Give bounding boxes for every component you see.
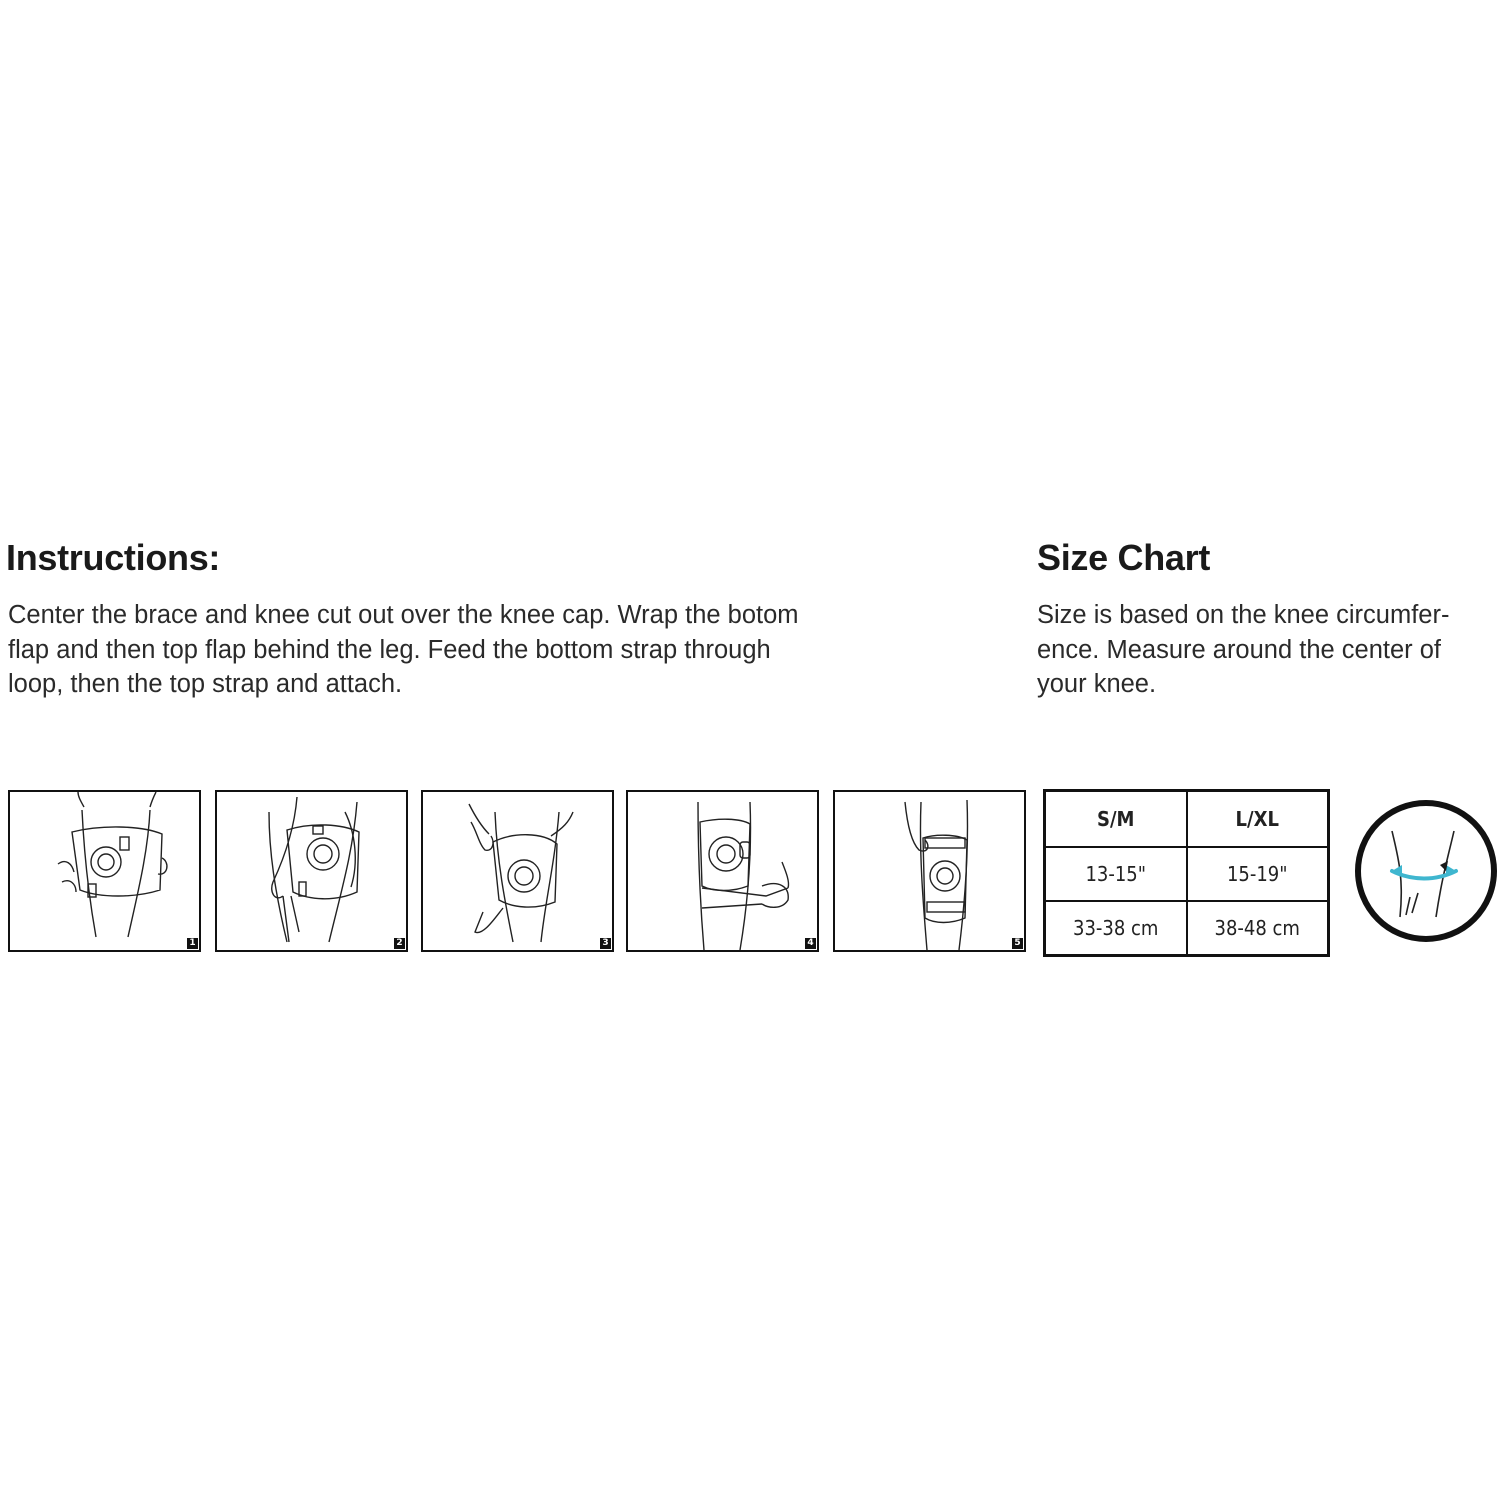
step-number: 1 <box>187 938 198 949</box>
step-number: 4 <box>805 938 816 949</box>
step-number: 2 <box>394 938 405 949</box>
instructions-line: loop, then the top strap and attach. <box>8 670 403 698</box>
column-header: S/M <box>1045 791 1187 848</box>
knee-brace-step-4-illustration <box>628 792 817 950</box>
step-5-panel <box>833 790 1026 952</box>
step-3-panel <box>421 790 614 952</box>
instructions-line: flap and then top flap behind the leg. Feed the bottom strap through <box>8 635 771 664</box>
step-2-panel <box>215 790 408 952</box>
knee-brace-step-3-illustration <box>423 792 612 950</box>
instructions-line: Center the brace and knee cut out over the knee cap. Wrap the botom <box>8 601 799 629</box>
table-header-row <box>1045 791 1329 848</box>
size-chart-line: your knee. <box>1037 670 1157 698</box>
table-cell: 15-19" <box>1187 847 1329 901</box>
size-chart-text <box>1037 598 1497 702</box>
step-number: 3 <box>600 938 611 949</box>
table-cell: 33-38 cm <box>1045 901 1187 956</box>
table-row <box>1045 847 1329 901</box>
column-header: L/XL <box>1187 791 1329 848</box>
table-row <box>1045 901 1329 956</box>
step-number: 5 <box>1012 938 1023 949</box>
table-cell: 13-15" <box>1045 847 1187 901</box>
knee-brace-step-1-illustration <box>10 792 199 950</box>
size-chart-table <box>1043 789 1330 957</box>
size-chart-line: ence. Measure around the center of <box>1037 635 1442 664</box>
instructions-text <box>8 598 1018 702</box>
size-chart-heading: Size Chart <box>1037 537 1211 578</box>
knee-brace-step-2-illustration <box>217 792 406 950</box>
step-1-panel <box>8 790 201 952</box>
knee-measure-icon <box>1352 797 1500 945</box>
knee-brace-step-5-illustration <box>835 792 1024 950</box>
instructions-heading: Instructions: <box>6 537 221 578</box>
step-4-panel <box>626 790 819 952</box>
table-cell: 38-48 cm <box>1187 901 1329 956</box>
size-chart-line: Size is based on the knee circumfer- <box>1037 601 1450 629</box>
